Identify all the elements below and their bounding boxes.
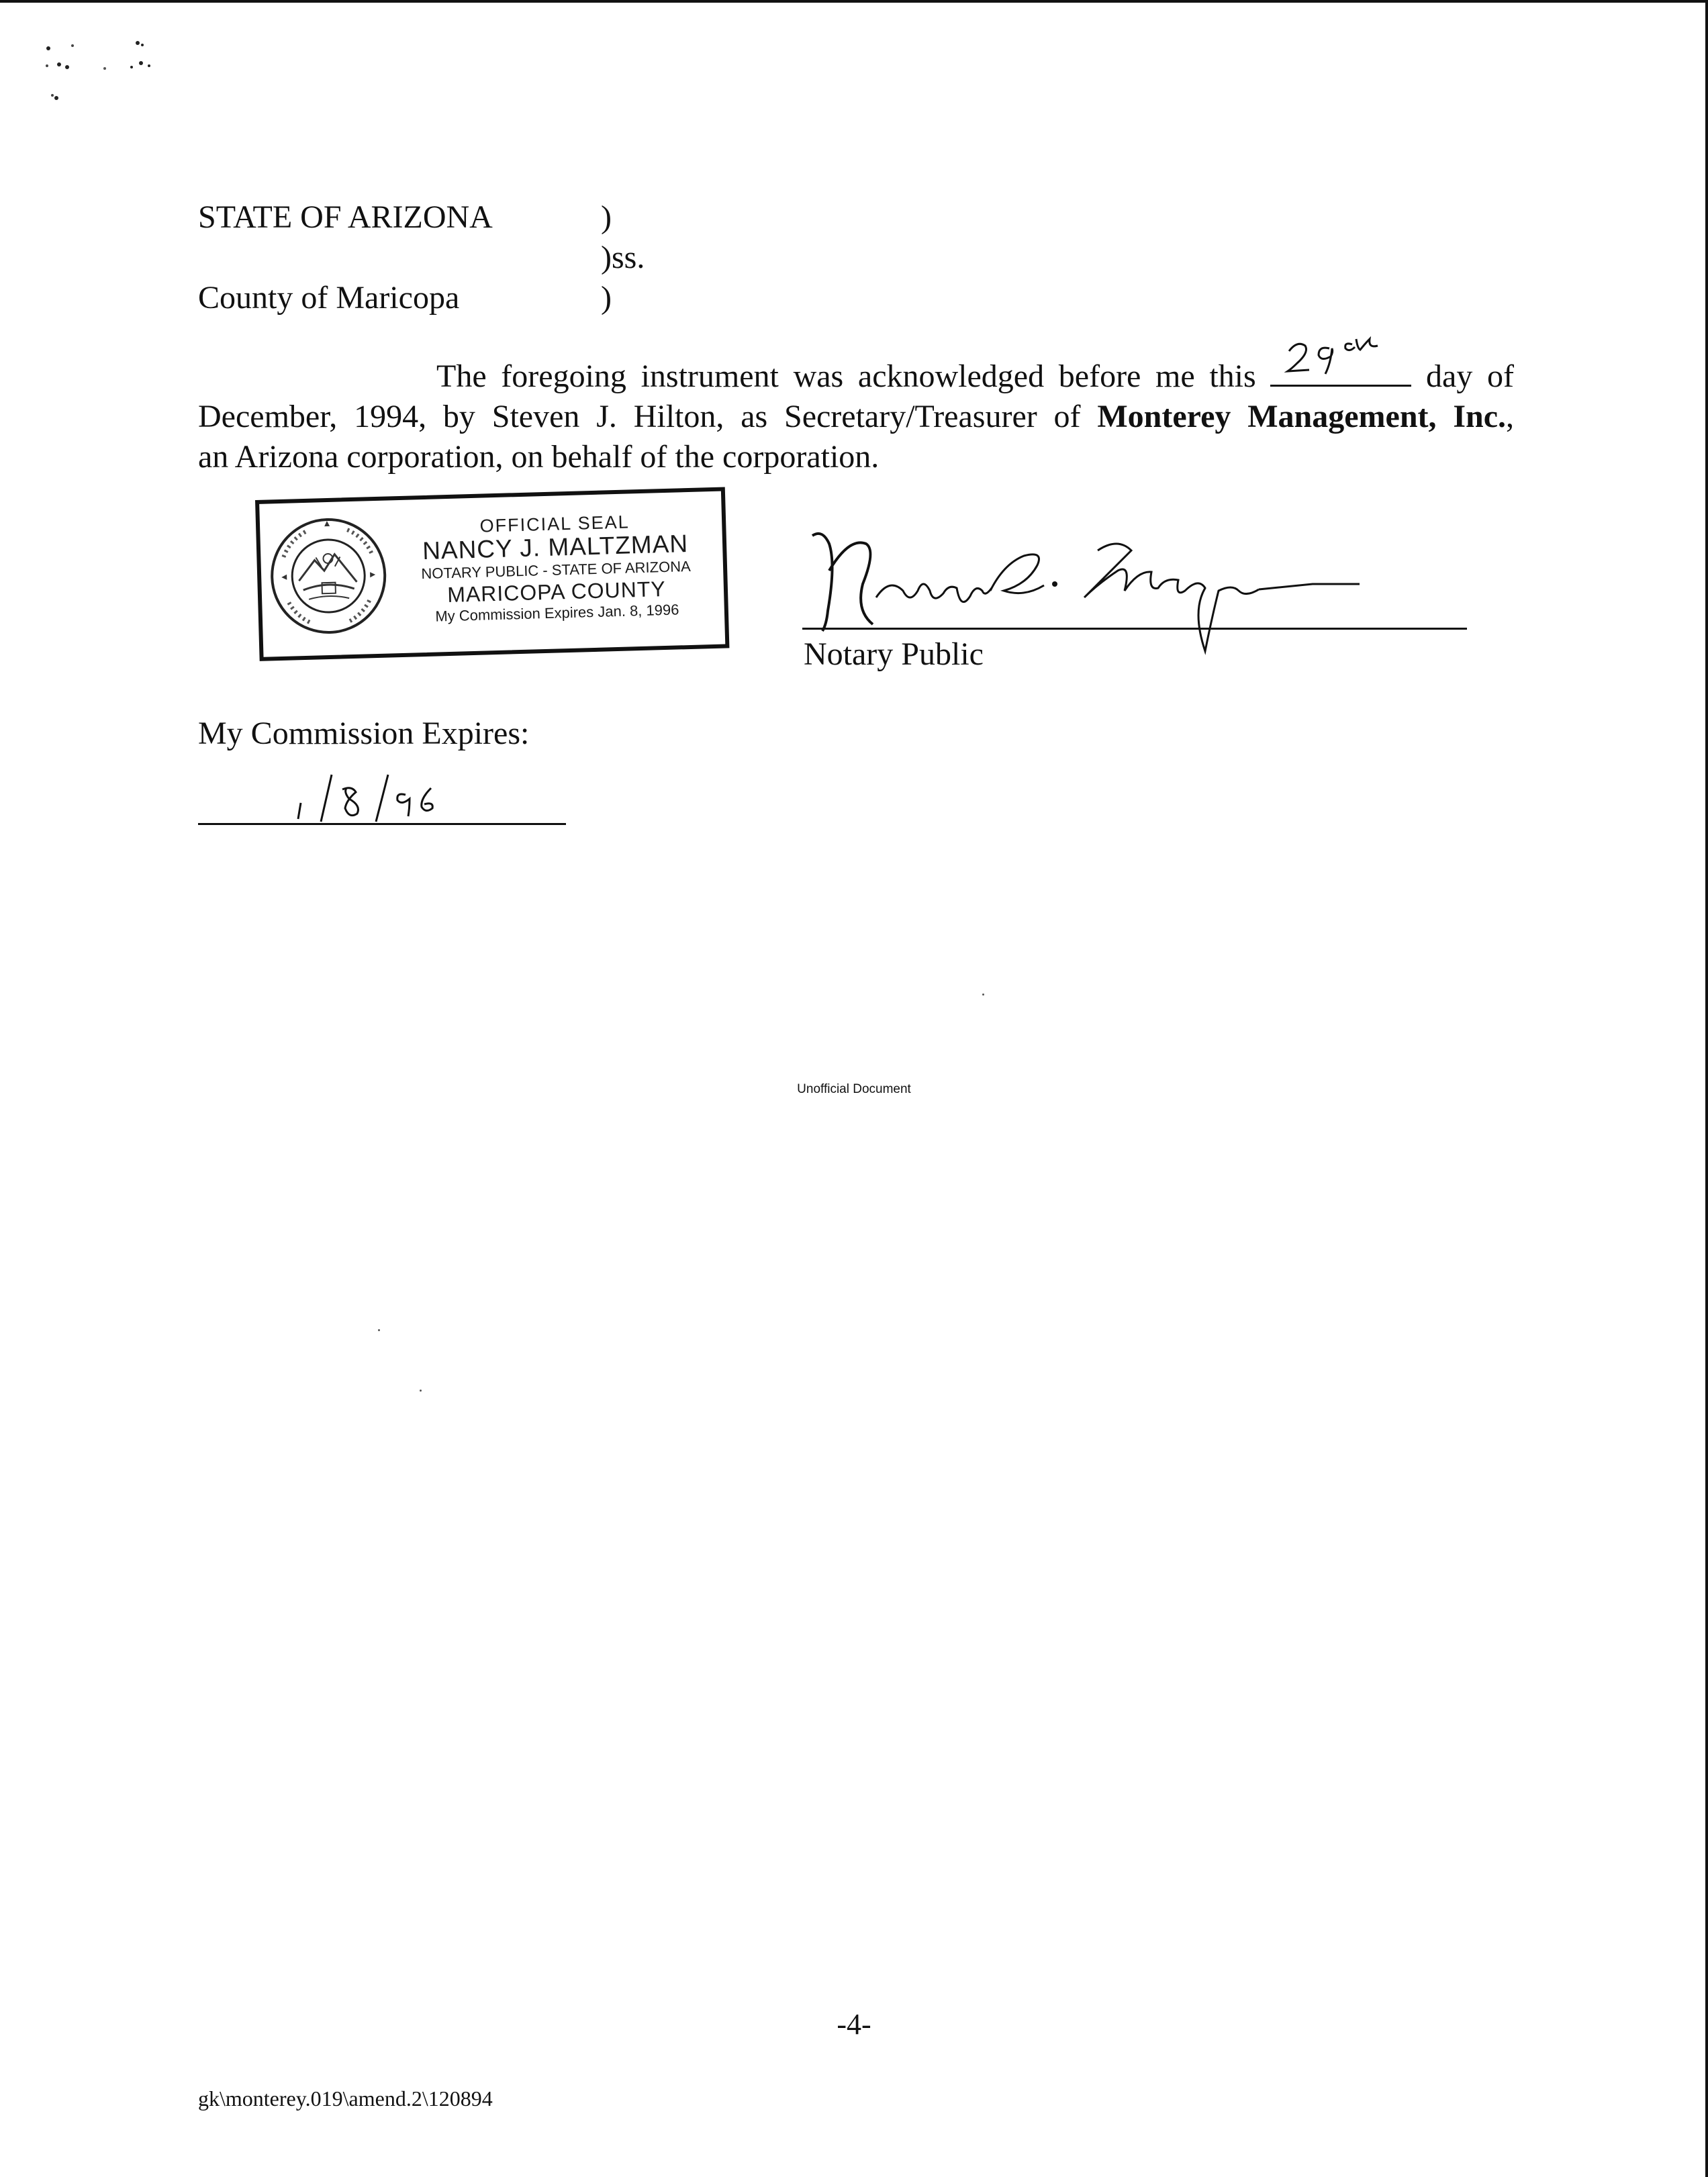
commission-expires-label: My Commission Expires: [198, 716, 530, 751]
handwritten-commission-date [282, 765, 457, 826]
notary-seal-stamp [255, 487, 729, 661]
notary-signature-line [802, 628, 1467, 630]
page-number: -4- [837, 2008, 871, 2041]
commission-date-line [198, 823, 566, 825]
venue-ss: )ss. [601, 240, 645, 275]
seal-title: NOTARY PUBLIC - STATE OF ARIZONA [421, 557, 692, 583]
venue-county: County of Maricopa [198, 280, 460, 316]
acknowledgment-text-1: The foregoing instrument was acknowledged before me this [436, 358, 1256, 394]
seal-expiry: My Commission Expires Jan. 8, 1996 [435, 601, 679, 625]
seal-text [397, 509, 715, 628]
seal-heading: OFFICIAL SEAL [479, 512, 630, 536]
acknowledgment-line-2: December, 1994, by Steven J. Hilton, as Secretary/Treasurer of Monterey Management, Inc., [198, 399, 1515, 434]
scan-speck [420, 1390, 422, 1392]
seal-county: MARICOPA COUNTY [446, 576, 667, 608]
venue-paren-bottom: ) [601, 280, 612, 316]
scan-speck [982, 994, 984, 996]
acknowledgment-line-1 [198, 354, 1514, 397]
venue-state: STATE OF ARIZONA [198, 199, 493, 235]
page-border-top [0, 0, 1708, 3]
state-seal-emblem [267, 514, 391, 638]
scan-speck [378, 1329, 380, 1331]
seal-name: NANCY J. MALTZMAN [422, 530, 689, 565]
notary-public-label: Notary Public [804, 636, 984, 672]
acknowledgment-paragraph [198, 354, 1514, 477]
scan-specks [40, 34, 175, 107]
unofficial-watermark: Unofficial Document [797, 1082, 911, 1096]
handwritten-day [1277, 336, 1405, 383]
acknowledgment-text-2: day of [1426, 358, 1514, 394]
acknowledgment-line-3: an Arizona corporation, on behalf of the corporation. [198, 439, 880, 475]
footer-file-path: gk\monterey.019\amend.2\120894 [198, 2086, 493, 2111]
company-name: Monterey Management, Inc. [1097, 399, 1507, 434]
venue-paren-top: ) [601, 199, 612, 235]
day-blank [1270, 354, 1411, 387]
